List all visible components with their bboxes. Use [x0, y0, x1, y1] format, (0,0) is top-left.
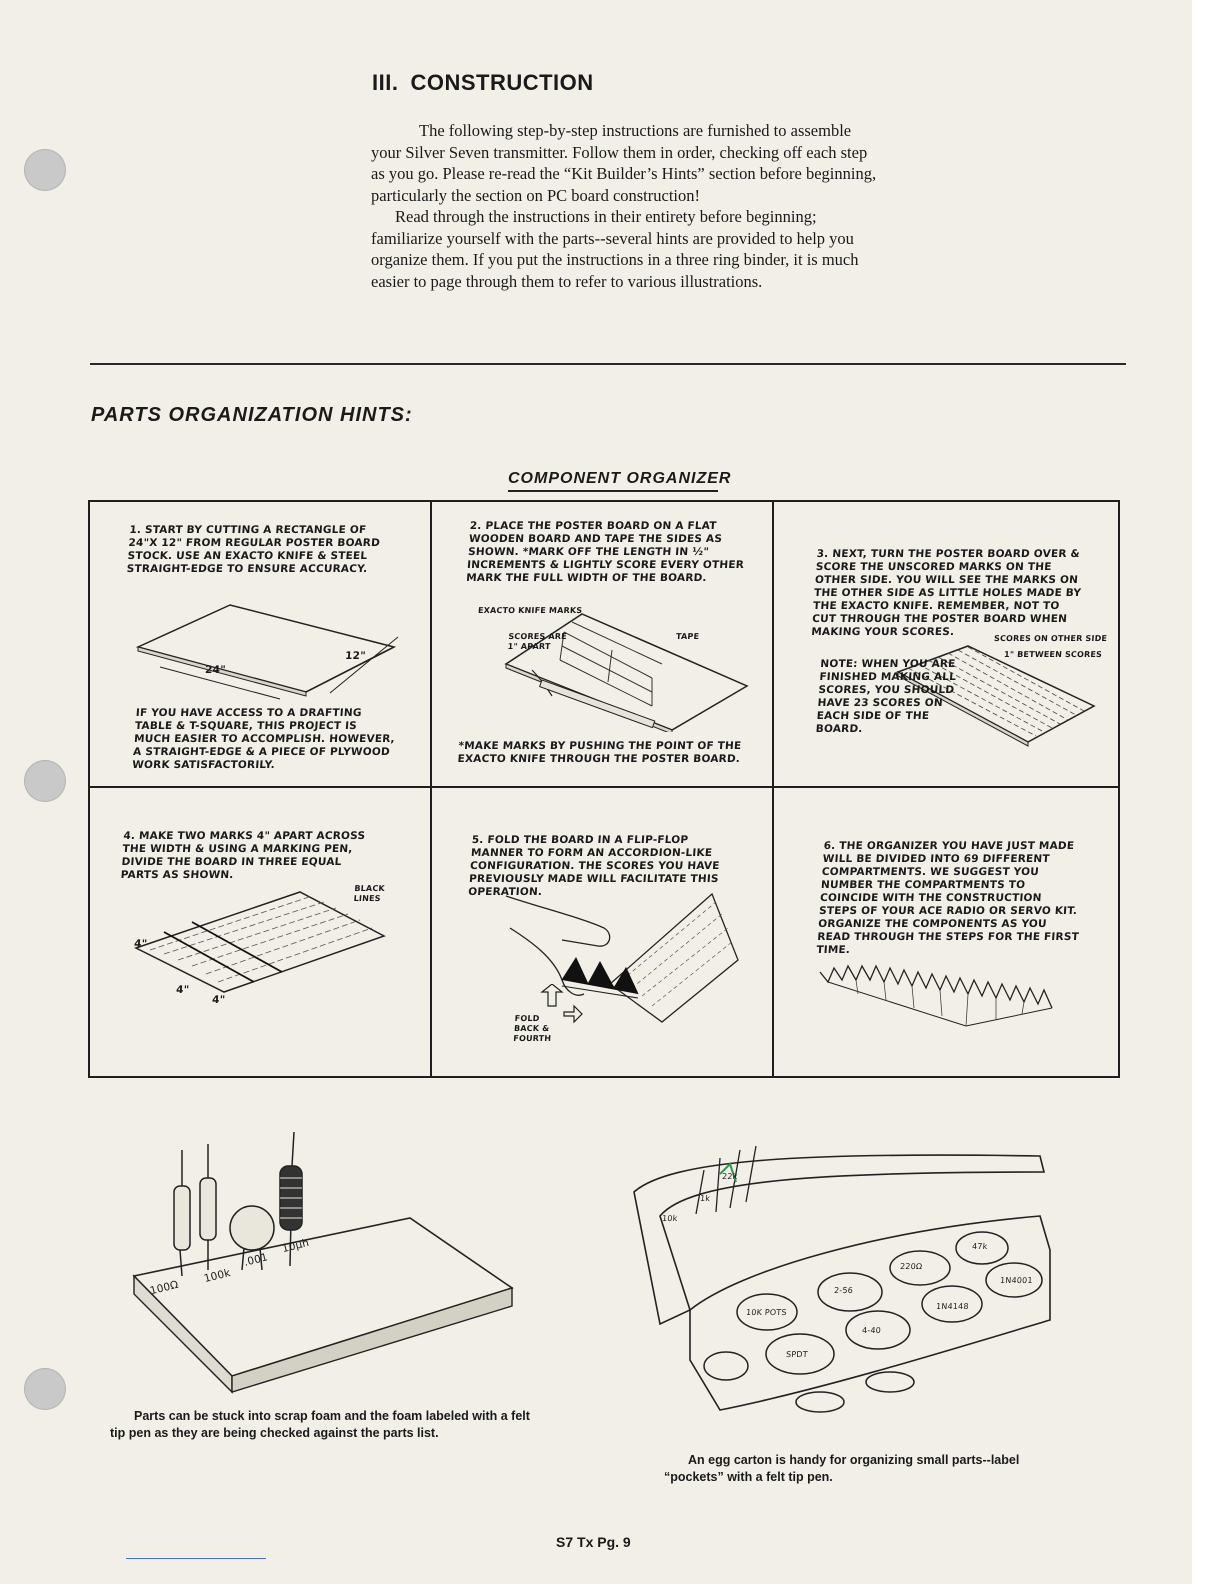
step-1-text: 1. START BY CUTTING A RECTANGLE OF 24"X 12" FROM REGULAR POSTER BOARD STOCK. USE AN EXACTO KNIFE & STEEL STRAIGHT-EDGE TO ENSURE ACCURACY.: [126, 524, 381, 575]
tape-label: TAPE: [675, 632, 700, 641]
carton-pocket-label: 10K POTS: [745, 1308, 788, 1317]
organizer-title: COMPONENT ORGANIZER: [508, 470, 732, 487]
carton-part-label: 22k: [721, 1172, 738, 1181]
step-6-text: 6. THE ORGANIZER YOU HAVE JUST MADE WILL BE DIVIDED INTO 69 DIFFERENT COMPARTMENTS. WE SUGGEST YOU NUMBER THE COMPARTMENTS TO COINCIDE WITH THE CONSTRUCTION STEPS OF YOUR ACE RADIO OR SERVO KIT. ORGANIZE THE COMPONENTS AS YOU READ THROUGH THE STEPS FOR THE FIRST TIME.: [815, 840, 1080, 956]
scores-other-side-label: SCORES ON OTHER SIDE: [993, 634, 1108, 643]
carton-pocket-label: 1N4148: [935, 1302, 969, 1311]
carton-pocket-label: 2-56: [833, 1286, 854, 1295]
carton-pocket-label: 1N4001: [999, 1276, 1033, 1285]
carton-pocket-label: 220Ω: [899, 1262, 923, 1271]
binder-hole: [24, 149, 66, 191]
dimension-label: 12": [344, 650, 367, 662]
intro-paragraph: Read through the instructions in their entirety before beginning; familiarize yourself with the parts--several hints are provided to help you organize them. If you put the instructions in a three ring binder, it is much easier to page through them to refer to various illustrations.: [371, 207, 859, 291]
binder-hole: [24, 760, 66, 802]
hints-heading: PARTS ORGANIZATION HINTS:: [91, 404, 413, 426]
dimension-label: 4": [133, 938, 148, 950]
organizer-steps-grid: [88, 500, 1120, 1078]
dimension-label: 4": [175, 984, 190, 996]
step-4-text: 4. MAKE TWO MARKS 4" APART ACROSS THE WIDTH & USING A MARKING PEN, DIVIDE THE BOARD IN THREE EQUAL PARTS AS SHOWN.: [120, 830, 366, 881]
step-panel-2: [432, 502, 774, 788]
step-5-text: 5. FOLD THE BOARD IN A FLIP-FLOP MANNER TO FORM AN ACCORDION-LIKE CONFIGURATION. THE SCORES YOU HAVE PREVIOUSLY MADE WILL FACILITATE THIS OPERATION.: [467, 834, 721, 898]
carton-part-label: 10k: [661, 1214, 678, 1223]
step-3-note: NOTE: WHEN YOU ARE FINISHED MAKING ALL SCORES, YOU SHOULD HAVE 23 SCORES ON EACH SIDE OF THE BOARD.: [815, 658, 957, 735]
organizer-title-underline: [508, 490, 718, 492]
accordion-organizer-illustration: [816, 952, 1056, 1032]
step-panel-3: [774, 502, 1118, 788]
step-1-note: IF YOU HAVE ACCESS TO A DRAFTING TABLE & T-SQUARE, THIS PROJECT IS MUCH EASIER TO ACCOMPLISH. HOWEVER, A STRAIGHT-EDGE & A PIECE OF PLYWOOD WORK SATISFACTORILY.: [131, 707, 396, 771]
carton-caption: An egg carton is handy for organizing small parts--label “pockets” with a felt tip pen.: [664, 1453, 1020, 1484]
link-underline: [126, 1558, 266, 1559]
page-footer: S7 Tx Pg. 9: [556, 1534, 631, 1550]
carton-part-label: 1k: [699, 1194, 711, 1203]
foam-block-illustration: [120, 1130, 520, 1400]
section-heading: [372, 70, 594, 96]
step-3-text: 3. NEXT, TURN THE POSTER BOARD OVER & SCORE THE UNSCORED MARKS ON THE OTHER SIDE. YOU WILL SEE THE MARKS ON THE OTHER SIDE AS LITTLE HOLES MADE BY THE EXACTO KNIFE. REMEMBER, NOT TO CUT THROUGH THE POSTER BOARD WHEN MAKING YOUR SCORES.: [810, 548, 1082, 638]
carton-pocket-label: 47k: [971, 1242, 988, 1251]
egg-carton-illustration: [620, 1120, 1060, 1420]
divider-rule: [90, 363, 1126, 365]
carton-pocket-label: SPDT: [785, 1350, 809, 1359]
foam-caption: Parts can be stuck into scrap foam and the foam labeled with a felt tip pen as they are being checked against the parts list.: [110, 1409, 530, 1440]
section-title: CONSTRUCTION: [410, 70, 594, 95]
between-scores-label: 1" BETWEEN SCORES: [1003, 650, 1103, 659]
page-edge: [1192, 0, 1224, 1584]
foam-label: 10µh: [280, 1236, 311, 1256]
divided-board-illustration: [130, 888, 390, 998]
dimension-label: 24": [204, 664, 227, 676]
scores-apart-label: SCORES ARE 1" APART: [507, 632, 568, 651]
step-panel-5: [432, 788, 774, 1076]
section-number: III.: [372, 70, 399, 95]
binder-hole: [24, 1368, 66, 1410]
intro-paragraph: The following step-by-step instructions are furnished to assemble your Silver Seven transmitter. Follow them in order, checking off each step as you go. Please re-read the “Kit Builder’s Hints” section before beginning, particularly the section on PC board construction!: [371, 121, 877, 205]
taped-board-illustration: [502, 602, 757, 732]
dimension-label: 4": [211, 994, 226, 1006]
exacto-marks-label: EXACTO KNIFE MARKS: [477, 606, 583, 615]
foam-label: .001: [242, 1251, 270, 1269]
step-panel-1: [90, 502, 432, 788]
step-panel-4: [90, 788, 432, 1076]
carton-pocket-label: 4-40: [861, 1326, 882, 1335]
fold-label: FOLD BACK & FOURTH: [513, 1014, 552, 1043]
foam-label: 100k: [202, 1266, 232, 1286]
step-panel-6: [774, 788, 1118, 1076]
black-lines-label: BLACK LINES: [353, 884, 386, 903]
step-2-text: 2. PLACE THE POSTER BOARD ON A FLAT WOODEN BOARD AND TAPE THE SIDES AS SHOWN. *MARK OFF THE LENGTH IN ½" INCREMENTS & LIGHTLY SCORE EVERY OTHER MARK THE FULL WIDTH OF THE BOARD.: [465, 520, 745, 584]
poster-board-illustration: [130, 597, 410, 702]
intro-text: [371, 120, 881, 292]
step-2-note: *MAKE MARKS BY PUSHING THE POINT OF THE EXACTO KNIFE THROUGH THE POSTER BOARD.: [457, 740, 742, 765]
foam-label: 100Ω: [148, 1278, 180, 1298]
